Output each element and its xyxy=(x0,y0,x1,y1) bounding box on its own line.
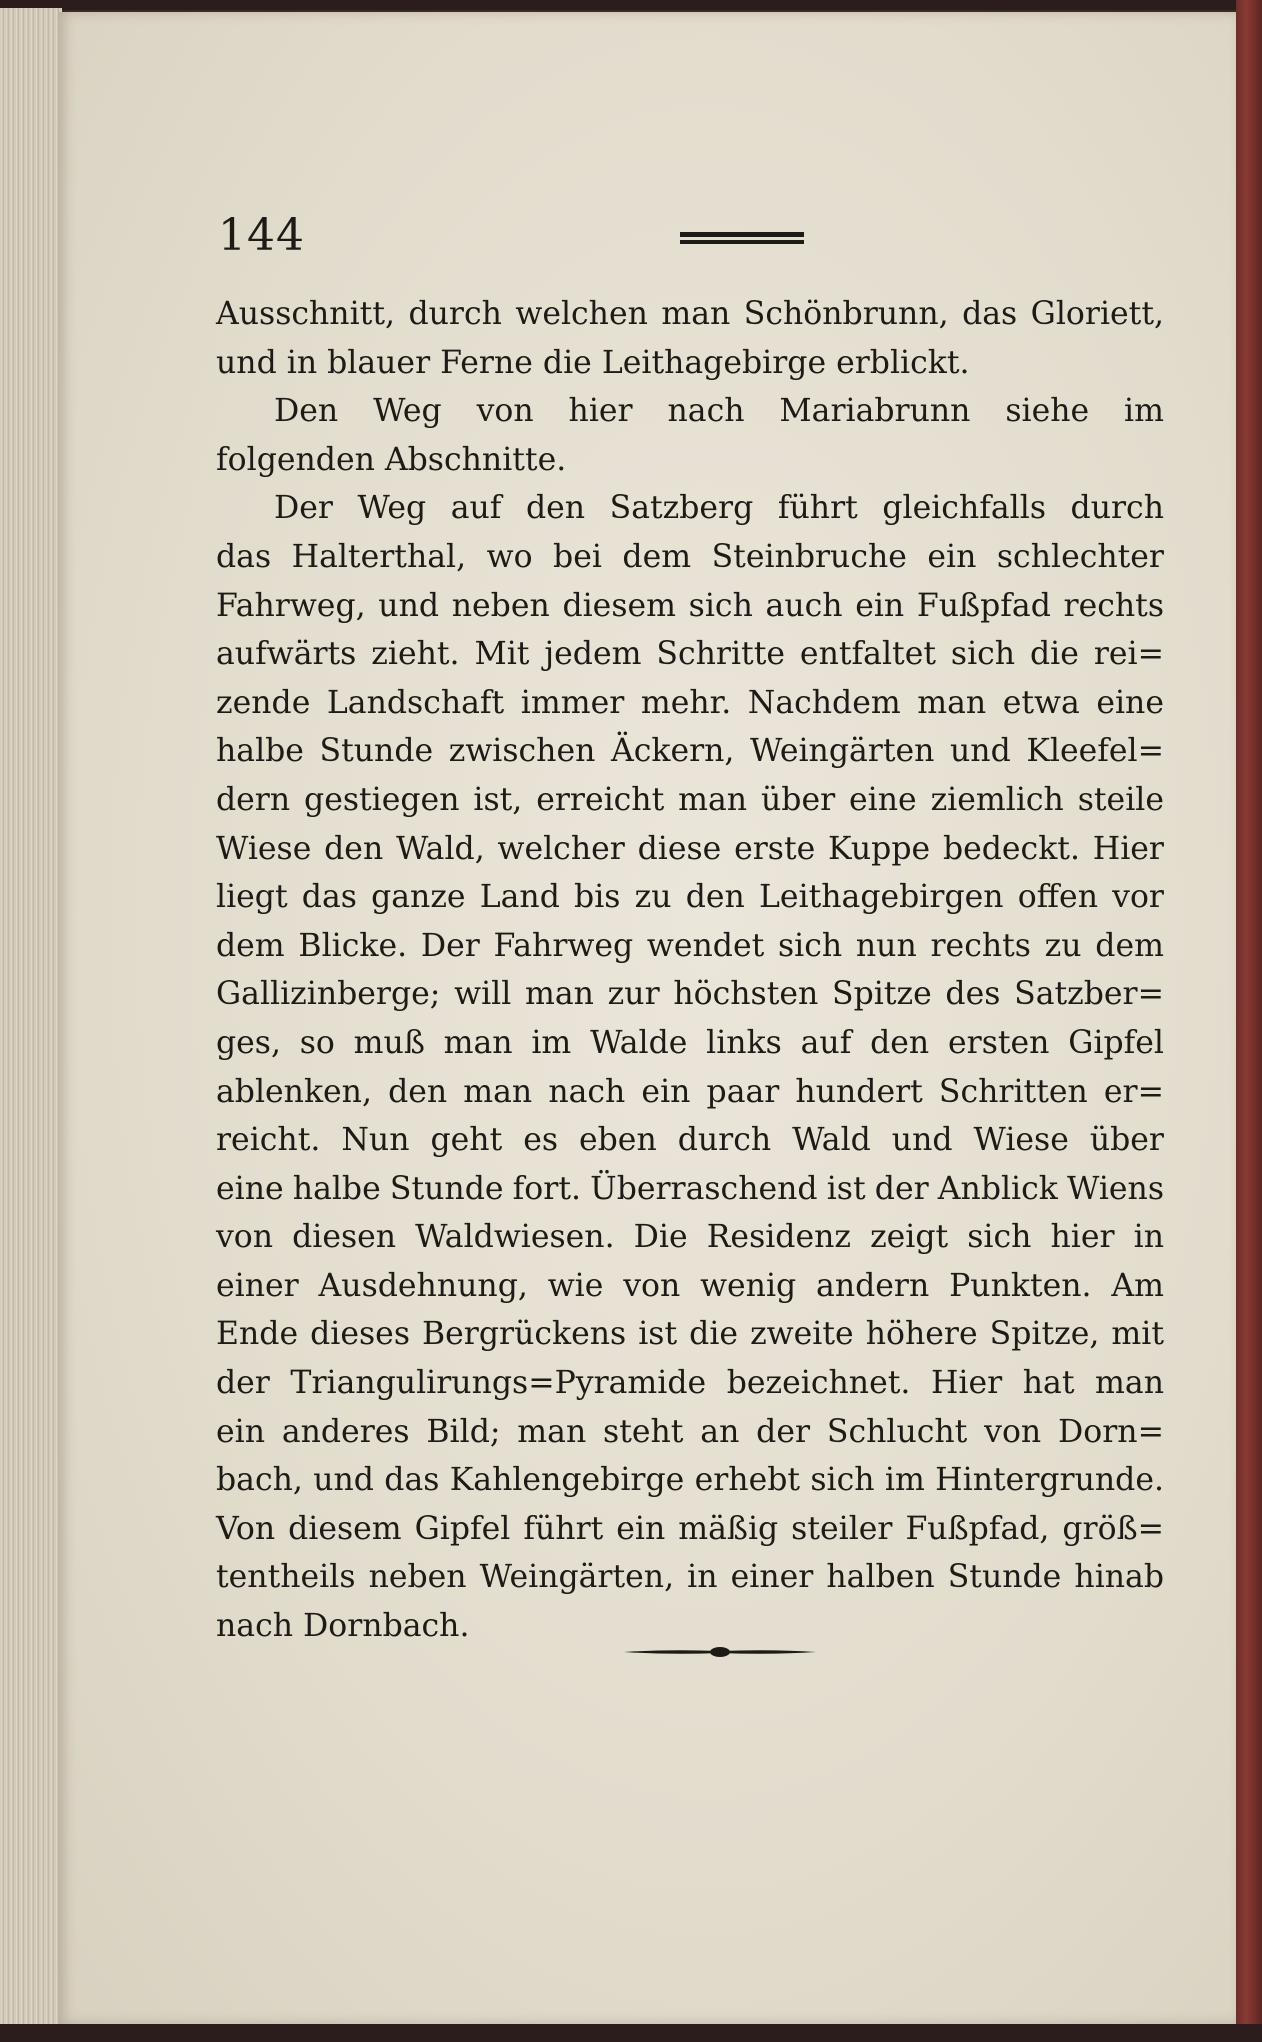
cover-top-edge xyxy=(0,0,1262,10)
text-line: Fahrweg, und neben diesem sich auch ein Fußpfad rechts xyxy=(216,587,1164,624)
text-line: und in blauer Ferne die Leithagebirge erblickt. xyxy=(216,344,970,381)
text-line: ein anderes Bild; man steht an der Schlucht von Dorn= xyxy=(216,1413,1164,1450)
text-line: ges, so muß man im Walde links auf den ersten Gipfel xyxy=(216,1024,1164,1061)
text-line: Ende dieses Bergrückens ist die zweite höhere Spitze, mit xyxy=(216,1316,1164,1353)
text-line: zende Landschaft immer mehr. Nachdem man etwa eine xyxy=(216,684,1164,721)
text-line: reicht. Nun geht es eben durch Wald und Wiese über xyxy=(216,1122,1164,1159)
text-line: nach Dornbach. xyxy=(216,1608,470,1645)
text-line: Gallizinberge; will man zur höchsten Spitze des Satzber= xyxy=(216,976,1164,1013)
paragraph xyxy=(216,387,1164,484)
page-header xyxy=(218,210,1158,270)
page-number: 144 xyxy=(218,210,305,261)
text-line: Der Weg auf den Satzberg führt gleichfalls durch xyxy=(274,490,1164,527)
end-ornament xyxy=(620,1640,820,1664)
text-line: ablenken, den man nach ein paar hundert Schritten er= xyxy=(216,1073,1164,1110)
text-line: das Halterthal, wo bei dem Steinbruche ein schlechter xyxy=(216,538,1164,575)
body-text xyxy=(216,290,1164,1651)
text-line: halbe Stunde zwischen Äckern, Weingärten und Kleefel= xyxy=(216,733,1164,770)
text-line: der Triangulirungs=Pyramide bezeichnet. Hier hat man xyxy=(216,1365,1164,1402)
text-line: folgenden Abschnitte. xyxy=(216,441,567,478)
text-line: Den Weg von hier nach Mariabrunn siehe im xyxy=(274,393,1164,430)
text-line: einer Ausdehnung, wie von wenig andern Punkten. Am xyxy=(216,1267,1164,1304)
text-line: dern gestiegen ist, erreicht man über eine ziemlich steile xyxy=(216,781,1164,818)
text-line: Ausschnitt, durch welchen man Schönbrunn, das Gloriett, xyxy=(216,296,1164,332)
paragraph xyxy=(216,290,1164,387)
paragraph xyxy=(216,484,1164,1650)
text-line: eine halbe Stunde fort. Überraschend ist der Anblick Wiens xyxy=(216,1170,1164,1207)
text-line: Wiese den Wald, welcher diese erste Kuppe bedeckt. Hier xyxy=(216,830,1164,867)
text-line: bach, und das Kahlengebirge erhebt sich im Hintergrunde. xyxy=(216,1462,1164,1499)
text-line: aufwärts zieht. Mit jedem Schritte entfaltet sich die rei= xyxy=(216,636,1164,673)
text-line: von diesen Waldwiesen. Die Residenz zeigt sich hier in xyxy=(216,1219,1164,1256)
cover-right-edge xyxy=(1236,0,1262,2042)
text-line: liegt das ganze Land bis zu den Leithagebirgen offen vor xyxy=(216,879,1164,916)
header-rule xyxy=(680,232,804,246)
text-line: Von diesem Gipfel führt ein mäßig steiler Fußpfad, größ= xyxy=(216,1510,1164,1547)
text-line: tentheils neben Weingärten, in einer halben Stunde hinab xyxy=(216,1559,1164,1596)
cover-bottom-edge xyxy=(0,2024,1262,2042)
text-line: dem Blicke. Der Fahrweg wendet sich nun rechts zu dem xyxy=(216,927,1164,964)
page-edges xyxy=(0,8,62,2030)
